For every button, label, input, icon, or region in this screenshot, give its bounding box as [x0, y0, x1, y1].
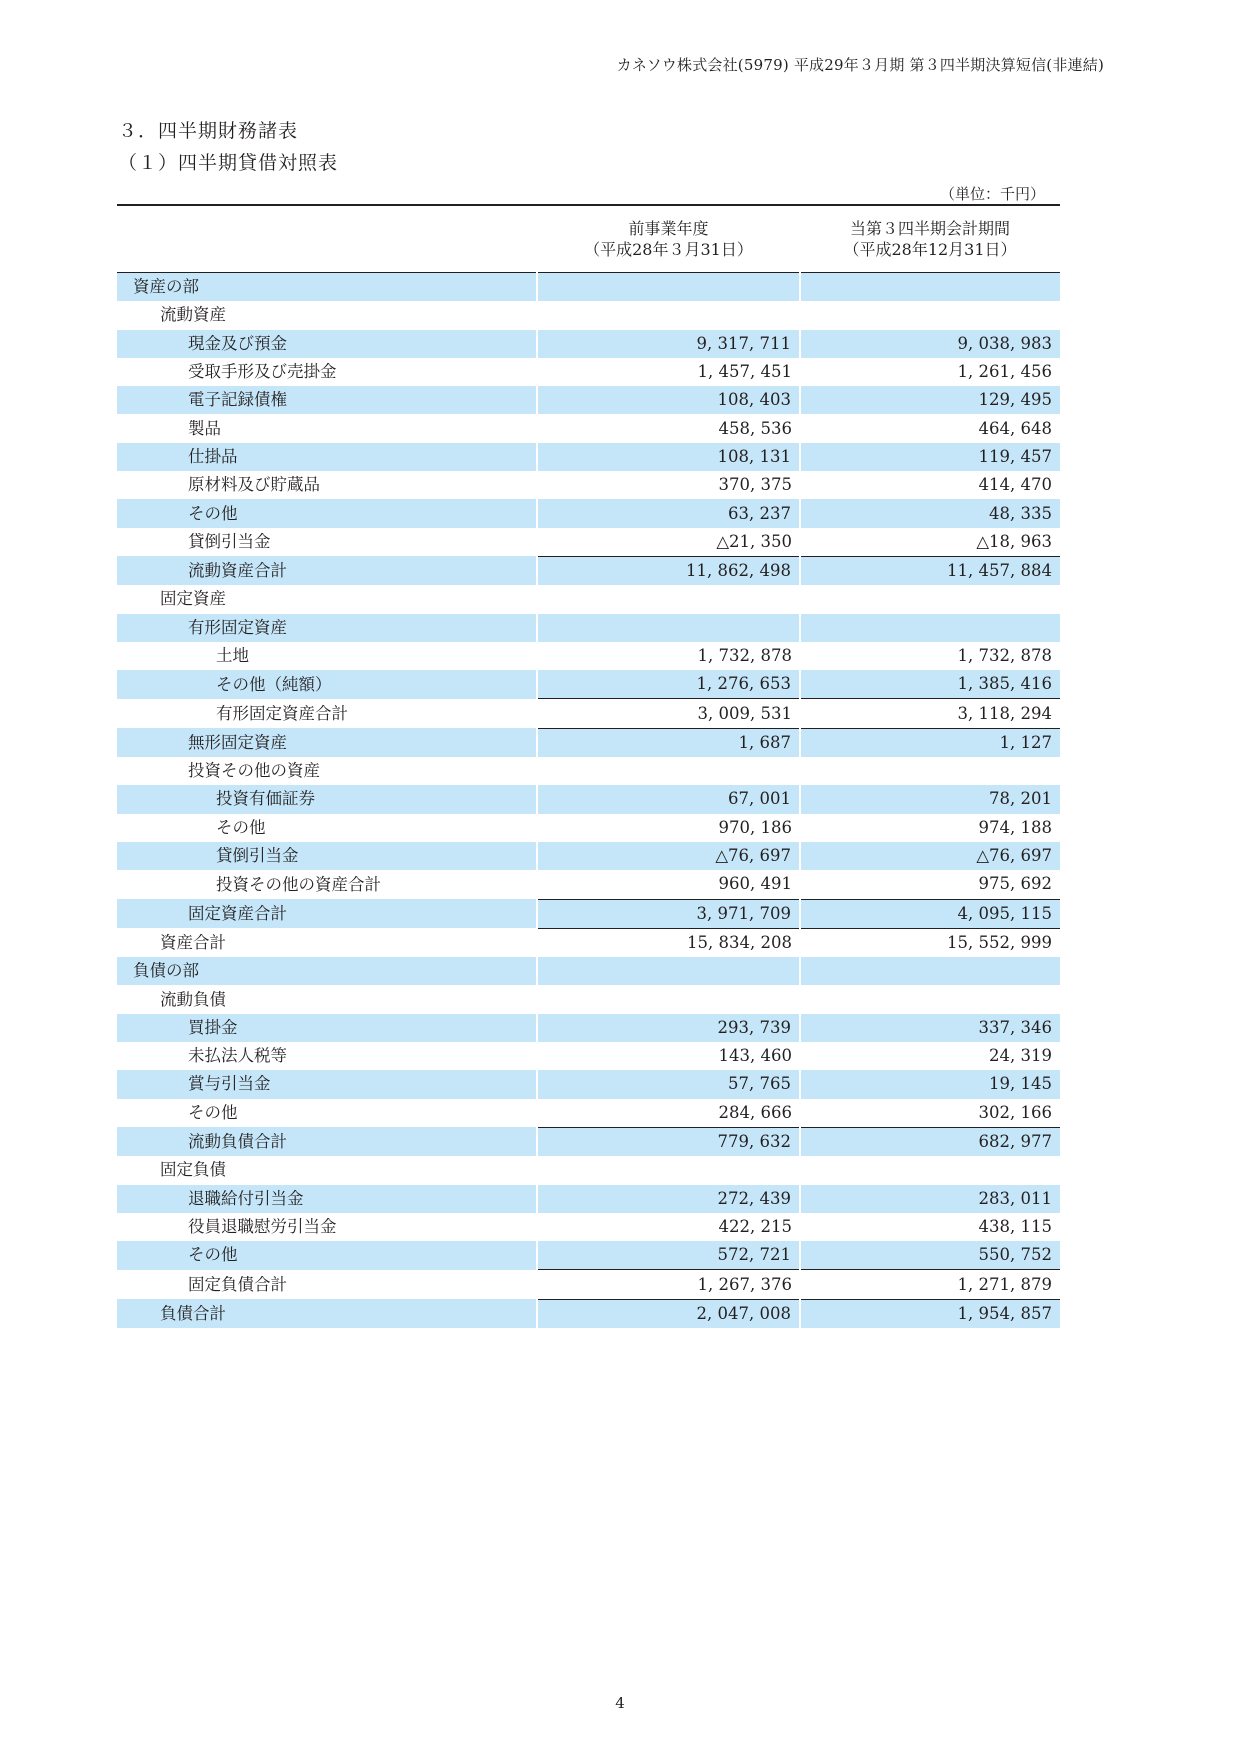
table-row: [117, 1299, 1060, 1328]
row-label: 投資有価証券: [117, 785, 537, 813]
current-period-value: △18, 963: [976, 531, 1052, 551]
prev-period-value: 272, 439: [537, 1185, 800, 1213]
row-label: 現金及び預金: [117, 330, 537, 358]
prev-period-value: 284, 666: [718, 1102, 792, 1122]
table-row: [117, 528, 1060, 557]
prev-period-value: 1, 457, 451: [697, 362, 792, 382]
header-prev-period: [537, 205, 800, 273]
prev-period-value: [537, 301, 800, 329]
row-label: 製品: [188, 418, 221, 438]
prev-period-value: △21, 350: [716, 531, 792, 551]
prev-period-value: [537, 957, 800, 985]
prev-period-value: [537, 585, 800, 613]
prev-period-value: 1, 267, 376: [537, 1270, 800, 1299]
table-row: [117, 814, 1060, 842]
prev-period-value: [537, 985, 800, 1013]
table-row: [117, 358, 1060, 386]
row-label: 流動負債: [160, 989, 226, 1009]
current-period-value: 337, 346: [800, 1014, 1060, 1042]
row-label: その他: [117, 1241, 537, 1270]
current-period-title: 当第３四半期会計期間: [849, 219, 1010, 238]
document-header: カネソウ株式会社(5979) 平成29年３月期 第３四半期決算短信(非連結): [616, 56, 1104, 74]
table-header-row: [117, 205, 1060, 273]
current-period-value: 550, 752: [800, 1241, 1060, 1270]
current-period-value: [800, 301, 1060, 329]
prev-period-value: 9, 317, 711: [537, 330, 800, 358]
prev-period-value: 1, 687: [537, 728, 800, 757]
sub-title: （１）四半期貸借対照表: [118, 152, 339, 174]
prev-period-value: 57, 765: [537, 1070, 800, 1098]
table-row: [117, 443, 1060, 471]
prev-period-value: 422, 215: [718, 1216, 792, 1236]
row-label: 投資その他の資産合計: [216, 874, 381, 894]
page-number: 4: [615, 1694, 625, 1712]
row-label: 電子記録債権: [117, 386, 537, 414]
row-label: 投資その他の資産: [188, 761, 320, 781]
row-label: 流動負債合計: [117, 1127, 537, 1156]
row-label: 原材料及び貯蔵品: [188, 475, 320, 495]
header-current-period: [800, 205, 1060, 273]
row-label: 貸倒引当金: [188, 532, 271, 552]
current-period-value: [800, 273, 1060, 302]
current-period-value: 119, 457: [800, 443, 1060, 471]
prev-period-value: 1, 276, 653: [537, 670, 800, 699]
table-row: [117, 757, 1060, 785]
prev-period-value: 960, 491: [718, 874, 792, 894]
prev-period-value: 108, 131: [537, 443, 800, 471]
current-period-value: [800, 985, 1060, 1013]
table-row: [117, 957, 1060, 985]
row-label: 未払法人税等: [188, 1046, 287, 1066]
current-period-value: 414, 470: [978, 475, 1052, 495]
current-period-value: 9, 038, 983: [800, 330, 1060, 358]
table-row: [117, 1185, 1060, 1213]
current-period-value: 11, 457, 884: [800, 556, 1060, 585]
table-row: [117, 614, 1060, 642]
current-period-value: 464, 648: [978, 418, 1052, 438]
current-period-value: 4, 095, 115: [800, 899, 1060, 928]
prev-period-value: 458, 536: [718, 418, 792, 438]
table-row: [117, 985, 1060, 1013]
row-label: 買掛金: [117, 1014, 537, 1042]
row-label: 役員退職慰労引当金: [188, 1216, 337, 1236]
table-row: [117, 1099, 1060, 1128]
row-label: 固定資産: [160, 589, 226, 609]
prev-period-value: 67, 001: [537, 785, 800, 813]
row-label: その他: [188, 1103, 238, 1122]
table-row: [117, 386, 1060, 414]
current-period-value: [800, 757, 1060, 785]
table-row: [117, 273, 1060, 302]
prev-period-value: 143, 460: [718, 1046, 792, 1066]
row-label: 仕掛品: [117, 443, 537, 471]
prev-period-value: 15, 834, 208: [537, 928, 800, 957]
current-period-value: [800, 585, 1060, 613]
current-period-value: 682, 977: [800, 1127, 1060, 1156]
prev-period-value: 293, 739: [537, 1014, 800, 1042]
table-row: [117, 928, 1060, 957]
table-row: [117, 471, 1060, 499]
table-row: [117, 585, 1060, 613]
row-label: 流動資産: [160, 305, 226, 325]
table-row: [117, 1156, 1060, 1184]
row-label: 負債合計: [117, 1299, 537, 1328]
table-row: [117, 1014, 1060, 1042]
table-row: [117, 870, 1060, 899]
header-label-cell: [117, 205, 537, 273]
row-label: その他（純額）: [117, 670, 537, 699]
current-period-value: 438, 115: [978, 1216, 1052, 1236]
table-row: [117, 301, 1060, 329]
prev-period-value: [537, 1156, 800, 1184]
table-row: [117, 699, 1060, 728]
row-label: 資産合計: [160, 932, 226, 952]
current-period-value: 48, 335: [800, 499, 1060, 527]
table-row: [117, 670, 1060, 699]
current-period-value: 975, 692: [978, 874, 1052, 894]
current-period-value: 1, 385, 416: [800, 670, 1060, 699]
row-label: 資産の部: [117, 273, 537, 302]
row-label: その他: [216, 817, 266, 837]
current-period-date: （平成28年12月31日）: [843, 240, 1017, 259]
current-period-value: 15, 552, 999: [800, 928, 1060, 957]
table-row: [117, 499, 1060, 527]
current-period-value: 19, 145: [800, 1070, 1060, 1098]
table-row: [117, 1070, 1060, 1098]
prev-period-value: 108, 403: [537, 386, 800, 414]
table-body: [117, 273, 1060, 1328]
prev-period-value: [537, 757, 800, 785]
prev-period-value: 2, 047, 008: [537, 1299, 800, 1328]
row-label: 賞与引当金: [117, 1070, 537, 1098]
balance-sheet-table: [117, 204, 1060, 1328]
table-row: [117, 785, 1060, 813]
table-row: [117, 728, 1060, 757]
prev-period-title: 前事業年度: [628, 219, 709, 238]
prev-period-value: 370, 375: [718, 475, 792, 495]
row-label: 負債の部: [117, 957, 537, 985]
current-period-value: 3, 118, 294: [800, 699, 1060, 728]
current-period-value: 1, 127: [800, 728, 1060, 757]
prev-period-value: 572, 721: [537, 1241, 800, 1270]
row-label: 土地: [216, 646, 249, 665]
table-row: [117, 1127, 1060, 1156]
prev-period-value: 1, 732, 878: [697, 646, 792, 665]
prev-period-value: 970, 186: [718, 817, 792, 837]
table-row: [117, 414, 1060, 442]
current-period-value: 1, 261, 456: [957, 362, 1052, 382]
current-period-value: 974, 188: [978, 817, 1052, 837]
row-label: 無形固定資産: [117, 728, 537, 757]
prev-period-value: 63, 237: [537, 499, 800, 527]
current-period-value: 1, 271, 879: [800, 1270, 1060, 1299]
prev-period-value: [537, 273, 800, 302]
row-label: 固定負債: [160, 1160, 226, 1180]
row-label: 固定負債合計: [188, 1274, 287, 1294]
current-period-value: [800, 1156, 1060, 1184]
current-period-value: [800, 614, 1060, 642]
current-period-value: 302, 166: [978, 1102, 1052, 1122]
table-row: [117, 330, 1060, 358]
prev-period-value: 3, 009, 531: [537, 699, 800, 728]
row-label: 受取手形及び売掛金: [188, 362, 337, 382]
prev-period-value: [537, 614, 800, 642]
row-label: その他: [117, 499, 537, 527]
prev-period-value: 3, 971, 709: [537, 899, 800, 928]
row-label: 有形固定資産合計: [216, 703, 348, 723]
table-row: [117, 899, 1060, 928]
table-row: [117, 642, 1060, 670]
current-period-value: 129, 495: [800, 386, 1060, 414]
unit-label: （単位：千円）: [940, 185, 1046, 203]
row-label: 退職給付引当金: [117, 1185, 537, 1213]
current-period-value: 78, 201: [800, 785, 1060, 813]
section-title: ３．四半期財務諸表: [118, 120, 299, 142]
current-period-value: △76, 697: [800, 842, 1060, 870]
table-row: [117, 556, 1060, 585]
prev-period-date: （平成28年３月31日）: [584, 240, 753, 259]
table-row: [117, 842, 1060, 870]
prev-period-value: △76, 697: [537, 842, 800, 870]
table-row: [117, 1042, 1060, 1070]
table-row: [117, 1270, 1060, 1299]
prev-period-value: 779, 632: [537, 1127, 800, 1156]
current-period-value: 1, 954, 857: [800, 1299, 1060, 1328]
row-label: 流動資産合計: [117, 556, 537, 585]
current-period-value: 283, 011: [800, 1185, 1060, 1213]
table-row: [117, 1241, 1060, 1270]
table-row: [117, 1213, 1060, 1241]
row-label: 貸倒引当金: [117, 842, 537, 870]
current-period-value: [800, 957, 1060, 985]
row-label: 固定資産合計: [117, 899, 537, 928]
prev-period-value: 11, 862, 498: [537, 556, 800, 585]
current-period-value: 24, 319: [989, 1046, 1052, 1066]
current-period-value: 1, 732, 878: [957, 646, 1052, 665]
row-label: 有形固定資産: [117, 614, 537, 642]
